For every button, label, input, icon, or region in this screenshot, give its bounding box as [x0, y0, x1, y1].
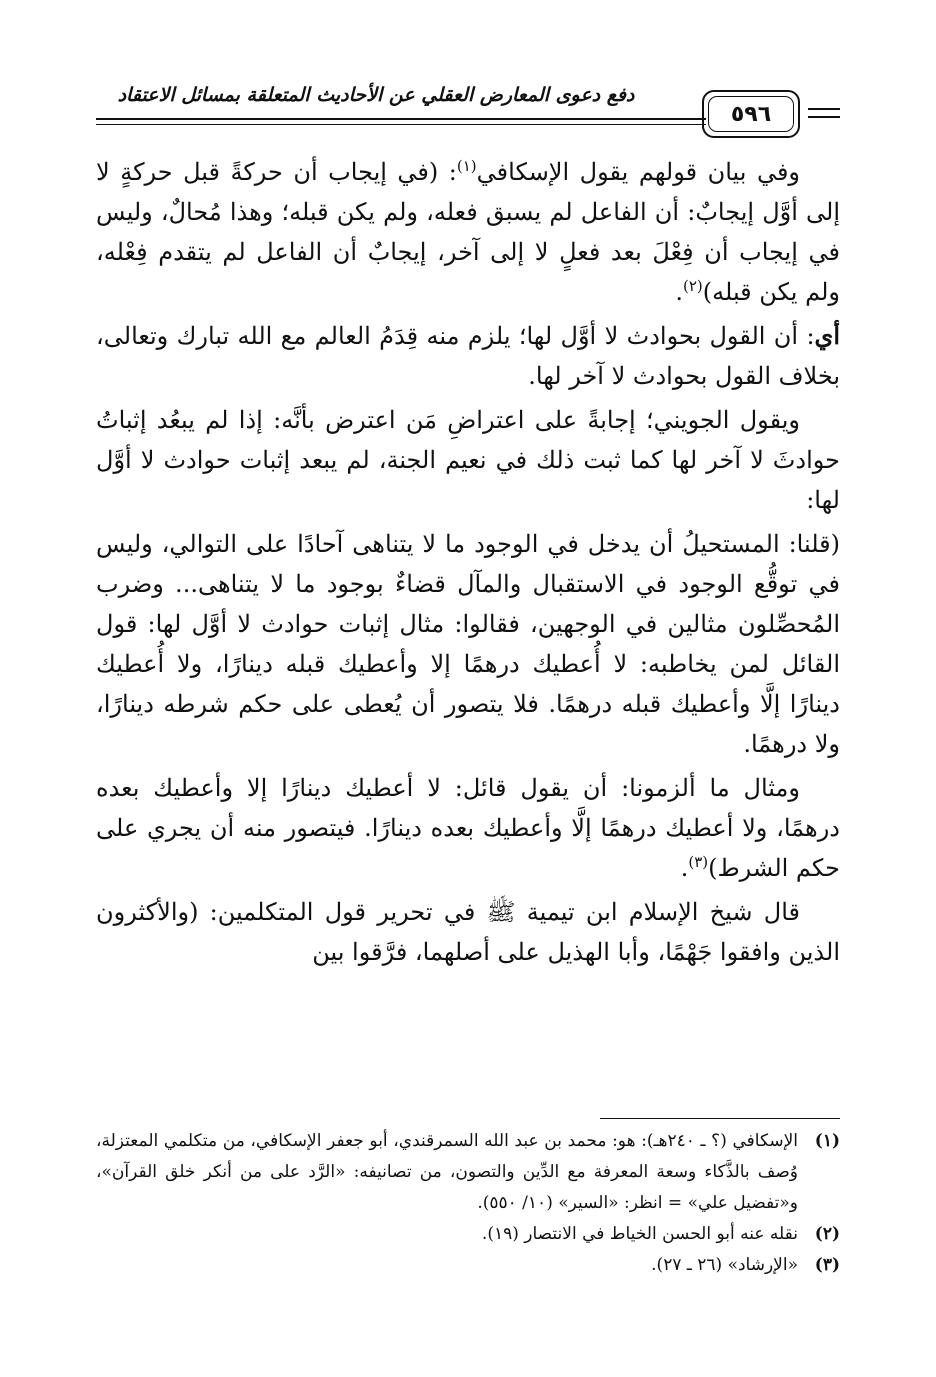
paragraph-text: وفي بيان قولهم يقول الإسكافي [476, 158, 801, 186]
footnote-number: (٢) [814, 1224, 840, 1244]
paragraph-text: . [675, 278, 683, 306]
paragraph-text: : أن القول بحوادث لا أوَّل لها؛ يلزم منه قِدَمُ العالم مع الله تبارك وتعالى، بخلاف القول بحوادث لا آخر لها. [96, 322, 840, 390]
footnote [96, 1250, 840, 1281]
footnote-number: (١) [814, 1131, 840, 1151]
footnote-ref[interactable]: (٣) [688, 853, 709, 871]
footnote-text: «الإرشاد» (٢٦ ـ ٢٧). [651, 1255, 798, 1275]
paragraph-text: ومثال ما ألزمونا: أن يقول قائل: لا أعطيك دينارًا إلا وأعطيك بعده درهمًا، ولا أعطيك درهمًا إلَّا وأعطيك بعده دينارًا. فيتصور منه أن يجري على حكم الشرط) [96, 774, 840, 882]
page-number: ٥٩٦ [730, 101, 772, 127]
paragraph [96, 524, 840, 764]
footnote [96, 1219, 840, 1250]
paragraph [96, 152, 840, 312]
footnote-ref[interactable]: (١) [456, 157, 477, 175]
footnotes [96, 1126, 840, 1281]
running-title: دفع دعوى المعارض العقلي عن الأحاديث المتعلقة بمسائل الاعتقاد [117, 84, 635, 106]
footnote-text: الإسكافي (؟ ـ ٢٤٠هـ): هو: محمد بن عبد الله السمرقندي، أبو جعفر الإسكافي، من متكلمي المعتزلة، وُصف بالذَّكاء وسعة المعرفة مع الدِّين والتصون، من تصانيفه: «الرَّد على من أنكر خلق القرآن»، و«تفضيل علي» = انظر: «السير» (١٠/ ٥٥٠). [96, 1131, 799, 1213]
paragraph-lead: أي [814, 321, 840, 350]
paragraph [96, 316, 840, 396]
paragraph [96, 400, 840, 520]
paragraph [96, 892, 840, 972]
book-page [96, 60, 840, 1320]
paragraph-text: : (في إيجاب أن حركةً قبل حركةٍ لا إلى أوَّل إيجابٌ: أن الفاعل لم يسبق فعله، ولم يكن قبله؛ وهذا مُحالٌ، وليس في إيجاب أن فِعْلَ بعد فعلٍ لا إلى آخر، إيجابٌ أن الفاعل لم يتقدم فِعْله، ولم يكن قبله) [96, 158, 841, 306]
paragraph-text: قال شيخ الإسلام ابن تيمية ﷺ في تحرير قول المتكلمين: (والأكثرون الذين وافقوا جَهْمًا، وأبا الهذيل على أصلهما، فرَّقوا بين [96, 898, 840, 966]
header-rule [96, 118, 706, 120]
paragraph-text: ويقول الجويني؛ إجابةً على اعتراضِ مَن اعترض بأنَّه: إذا لم يبعُد إثباتُ حوادثَ لا آخر لها كما ثبت ذلك في نعيم الجنة، لم يبعد إثبات حوادث لا أوَّل لها: [96, 406, 840, 514]
page-header [96, 80, 840, 142]
footnote-text: نقله عنه أبو الحسن الخياط في الانتصار (١٩). [481, 1224, 798, 1244]
paragraph [96, 768, 840, 888]
footnote [96, 1126, 840, 1219]
header-ornament-line [808, 108, 840, 110]
header-rule [96, 124, 706, 125]
footnote-separator [600, 1118, 840, 1119]
header-ornament-line [808, 116, 840, 118]
paragraph-text: (قلنا: المستحيلُ أن يدخل في الوجود ما لا يتناهى آحادًا على التوالي، وليس في توقُّع الوجود في الاستقبال والمآل قضاءٌ بوجود ما لا يتناهى... وضرب المُحصِّلون مثالين في الوجهين، فقالوا: مثال إثبات حوادث لا أوَّل لها: قول القائل لمن يخاطبه: لا أُعطيك درهمًا إلا وأعطيك قبله دينارًا، ولا أُعطيك دينارًا إلَّا وأعطيك قبله درهمًا. فلا يتصور أن يُعطى على حكم شرطه دينارًا، ولا درهمًا. [96, 530, 840, 758]
paragraph-text: . [680, 854, 689, 882]
footnote-ref[interactable]: (٢) [682, 277, 703, 295]
main-text [96, 152, 840, 976]
page-number-frame [702, 90, 800, 138]
footnote-number: (٣) [814, 1255, 840, 1275]
